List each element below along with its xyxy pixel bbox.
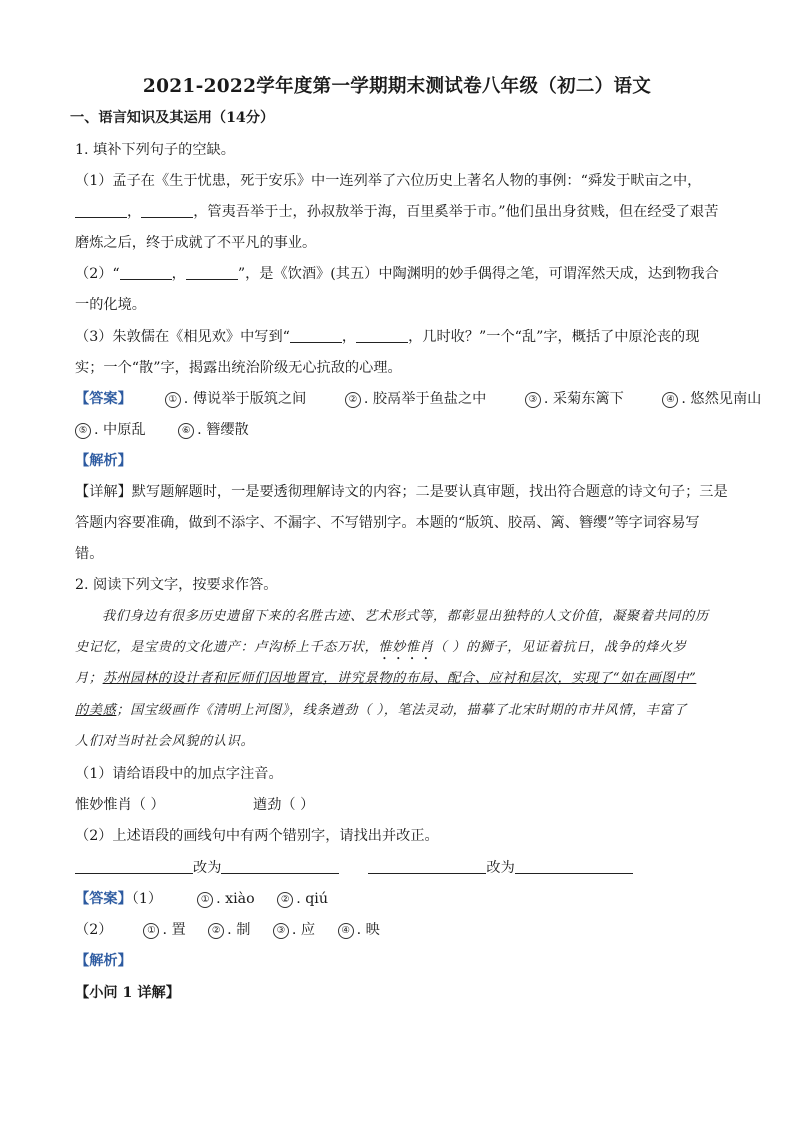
q2-sub1: （1）请给语段中的加点字注音。 [75,766,283,782]
q2-passage-line-1: 我们身边有很多历史遗留下来的名胜古迹、艺术形式等，都彰显出独特的人文价值，凝聚着共同的历 [102,609,709,624]
answer-item: ④ . 映 [338,920,380,940]
q1-detail-line-a: 【详解】默写题解题时，一是要透彻理解诗文的内容；二是要认真审题，找出符合题意的诗文句子；三是 [75,484,728,500]
answer-item: ④ . 悠然见南山 [662,389,761,409]
q1-answer-row-2 [75,420,283,440]
q2-sub2: （2）上述语段的画线句中有两个错别字，请找出并改正。 [75,828,439,844]
q2-stem: 2. 阅读下列文字，按要求作答。 [75,577,278,593]
q1-detail-line-b: 答题内容要准确，做到不添字、不漏字、不写错别字。本题的“版筑、胶鬲、篱、簪缨”等字词容易写 [75,515,700,531]
correction-blank[interactable] [368,859,486,874]
dotted-word: 惟妙惟肖 [378,640,434,655]
q1-s3-line-b: 实；一个“散”字，揭露出统治阶级无心抗敌的心理。 [75,360,402,376]
answer-label: 【答案】 [75,391,132,407]
answer-item: ① . 置 [143,920,185,940]
q1-s2-line-a: （2）“ ， ”，是《饮酒》(其五）中陶渊明的妙手偶得之笔，可谓浑然天成，达到物我合 [75,266,719,282]
answer-item: ② . 胶鬲举于鱼盐之中 [345,389,487,409]
answer-blank[interactable] [141,203,193,218]
answer-item: ⑤ . 中原乱 [75,420,146,440]
answer-label: 【答案】 [75,891,132,907]
q1-s2-line-b: 一的化境。 [75,297,146,313]
correction-blank[interactable] [75,859,193,874]
sub-question-detail-heading: 【小问 1 详解】 [75,985,180,1001]
q2-passage-line-3: 月；苏州园林的设计者和匠师们因地置宜，讲究景物的布局、配合、应衬和层次，实现了“如在画图中” [75,671,697,686]
q2-passage-line-4: 的美感；国宝级画作《清明上河图》，线条遒劲（ ），笔法灵动，描摹了北宋时期的市井风情，丰富了 [75,703,688,718]
q1-s1-line-b: ， ，管夷吾举于士，孙叔敖举于海，百里奚举于市。”他们虽出身贫贱，但在经受了艰苦 [75,202,718,222]
q1-s1-line-a: （1）孟子在《生于忧患，死于安乐》中一连列举了六位历史上著名人物的事例：“舜发于畎亩之中， [75,173,702,189]
answer-blank[interactable] [356,328,408,343]
answer-blank[interactable] [186,265,238,280]
answer-item: ③ . 应 [273,920,315,940]
q1-s3-line-a: （3）朱敦儒在《相见欢》中写到“ ， ，几时收？”一个“乱”字，概括了中原沦丧的现 [75,329,700,345]
correction-blank[interactable] [221,859,339,874]
answer-item: ② . 制 [208,920,250,940]
q1-detail-line-c: 错。 [75,546,104,562]
correction-blank[interactable] [515,859,633,874]
analysis-label: 【解析】 [75,453,132,469]
answer-blank[interactable] [120,265,172,280]
section-heading: 一、语言知识及其运用（14分） [70,110,275,126]
q1-answer-row-1 [75,389,761,409]
answer-item: ⑥ . 簪缨散 [178,420,249,440]
q2-correction-row: 改为 改为 [75,858,633,878]
underlined-sentence: 的美感 [75,703,117,718]
answer-item: ① . 傅说举于版筑之间 [165,389,307,409]
q2-answer-row-1: 【答案】（1） ① . xiào ② . qiú [75,891,328,907]
page-title: 2021-2022学年度第一学期期末测试卷八年级（初二）语文 [142,76,652,97]
answer-blank[interactable] [75,203,127,218]
underlined-sentence: 苏州园林的设计者和匠师们因地置宜，讲究景物的布局、配合、应衬和层次，实现了“如在画图中” [102,671,697,686]
q1-s1-line-c: 磨炼之后，终于成就了不平凡的事业。 [75,235,317,251]
q2-pinyin-blank-2[interactable]: 遒劲（ ） [253,797,315,813]
q2-passage-line-5: 人们对当时社会风貌的认识。 [75,734,255,749]
answer-blank[interactable] [290,328,342,343]
q2-pinyin-blank-1[interactable]: 惟妙惟肖（ ） [75,797,165,813]
analysis-label: 【解析】 [75,953,132,969]
q2-passage-line-2: 史记忆，是宝贵的文化遗产：卢沟桥上千态万状，惟妙惟肖（ ）的狮子，见证着抗日，战争的烽火岁 [75,640,687,655]
answer-item: ③ . 采菊东篱下 [525,389,624,409]
q2-answer-row-2: （2） ① . 置 ② . 制 ③ . 应 ④ . 映 [75,922,380,938]
q1-stem: 1. 填补下列句子的空缺。 [75,142,235,158]
answer-item: ① . xiào [197,889,255,909]
answer-item: ② . qiú [277,889,328,909]
